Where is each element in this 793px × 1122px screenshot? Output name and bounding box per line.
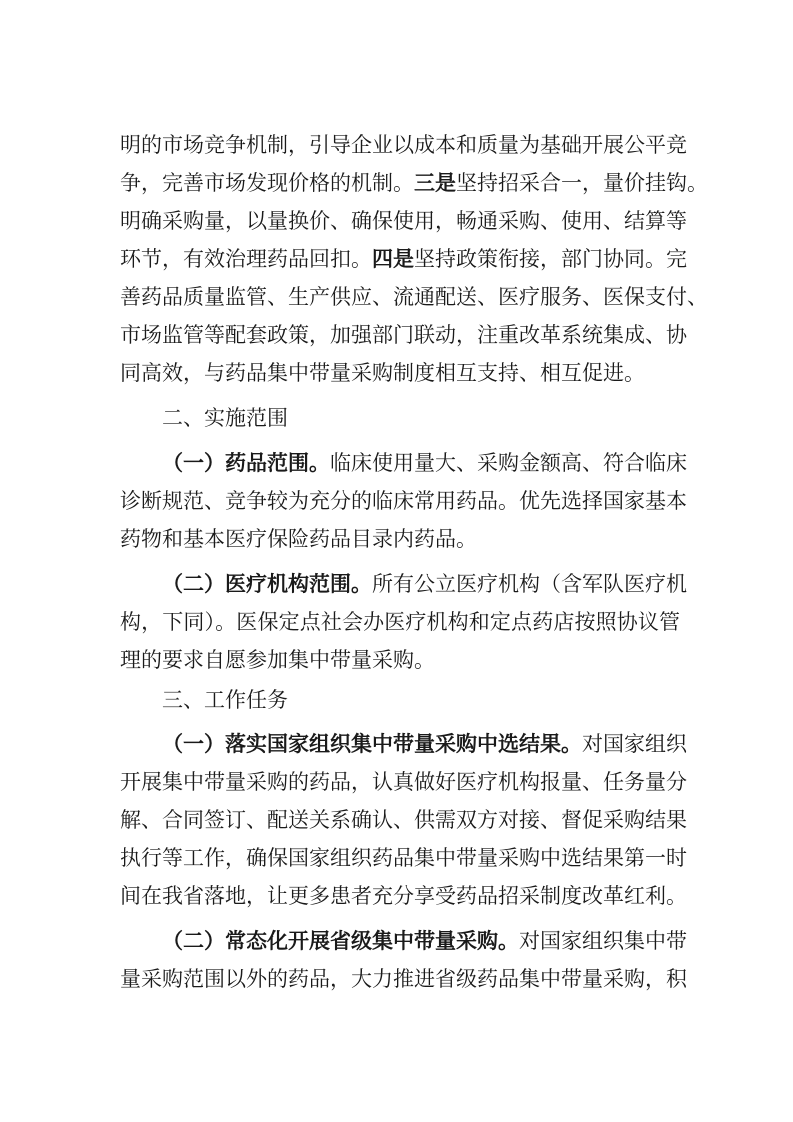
paragraph-line: （一）药品范围。临床使用量大、采购金额高、符合临床 bbox=[162, 451, 687, 475]
paragraph-line: 争，完善市场发现价格的机制。三是坚持招采合一，量价挂钩。 bbox=[120, 171, 708, 195]
paragraph-line: 明的市场竞争机制，引导企业以成本和质量为基础开展公平竞 bbox=[120, 133, 687, 157]
subsection-title: （二）常态化开展省级集中带量采购。 bbox=[162, 929, 519, 953]
paragraph-line: 善药品质量监管、生产供应、流通配送、医疗服务、医保支付、 bbox=[120, 285, 708, 309]
paragraph-line: （二）常态化开展省级集中带量采购。对国家组织集中带 bbox=[162, 929, 687, 953]
paragraph-line: 执行等工作，确保国家组织药品集中带量采购中选结果第一时 bbox=[120, 846, 687, 870]
subsection-title: （一）药品范围。 bbox=[162, 451, 330, 475]
paragraph-line: 诊断规范、竞争较为充分的临床常用药品。优先选择国家基本 bbox=[120, 489, 687, 513]
paragraph-line: 市场监管等配套政策，加强部门联动，注重改革系统集成、协 bbox=[120, 323, 687, 347]
paragraph-line: 量采购范围以外的药品，大力推进省级药品集中带量采购，积 bbox=[120, 967, 687, 991]
section-heading: 二、实施范围 bbox=[162, 406, 288, 430]
paragraph-line: 同高效，与药品集中带量采购制度相互支持、相互促进。 bbox=[120, 361, 645, 385]
paragraph-line: 构，下同）。医保定点社会办医疗机构和定点药店按照协议管 bbox=[120, 610, 680, 634]
paragraph-line: 解、合同签订、配送关系确认、供需双方对接、督促采购结果 bbox=[120, 808, 687, 832]
bold-phrase: 三是 bbox=[414, 171, 456, 195]
paragraph-line: 药物和基本医疗保险药品目录内药品。 bbox=[120, 527, 477, 551]
paragraph-line: 开展集中带量采购的药品，认真做好医疗机构报量、任务量分 bbox=[120, 770, 687, 794]
paragraph-line: （二）医疗机构范围。所有公立医疗机构（含军队医疗机 bbox=[162, 572, 687, 596]
paragraph-line: 间在我省落地，让更多患者充分享受药品招采制度改革红利。 bbox=[120, 884, 687, 908]
paragraph-line: 理的要求自愿参加集中带量采购。 bbox=[120, 648, 435, 672]
paragraph-line: 明确采购量，以量换价、确保使用，畅通采购、使用、结算等 bbox=[120, 209, 687, 233]
subsection-title: （二）医疗机构范围。 bbox=[162, 572, 372, 596]
paragraph-line: （一）落实国家组织集中带量采购中选结果。对国家组织 bbox=[162, 732, 687, 756]
section-heading: 三、工作任务 bbox=[162, 688, 288, 712]
subsection-title: （一）落实国家组织集中带量采购中选结果。 bbox=[162, 732, 582, 756]
paragraph-line: 环节，有效治理药品回扣。四是坚持政策衔接，部门协同。完 bbox=[120, 247, 687, 271]
bold-phrase: 四是 bbox=[372, 247, 414, 271]
